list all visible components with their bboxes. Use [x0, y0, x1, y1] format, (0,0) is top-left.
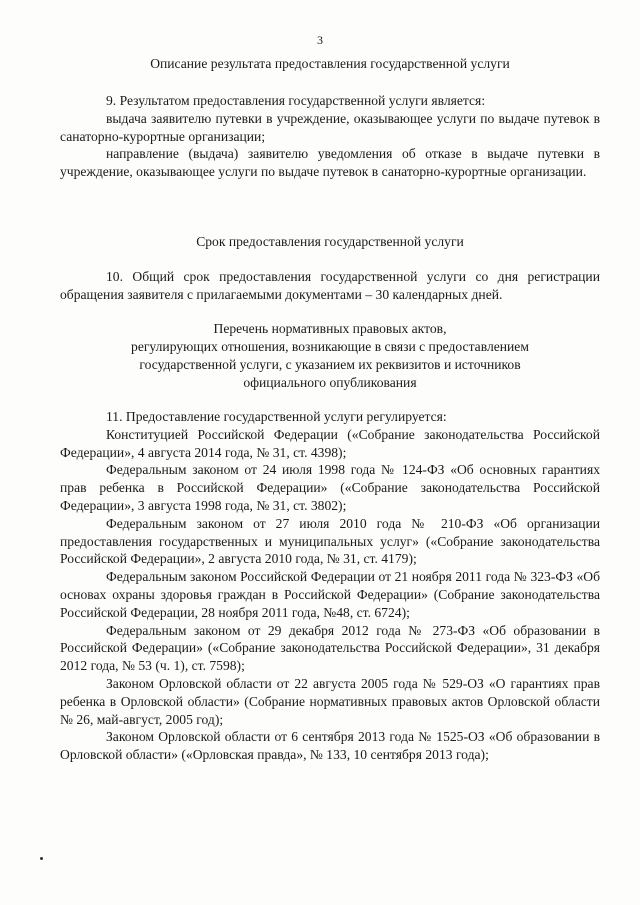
legal-act-529-oz: Законом Орловской области от 22 августа 2005 года № 529-ОЗ «О гарантиях прав ребенка в Орловской области» (Собрание нормативных правовых актов Орловской области № 26, май-август, 2005 год); — [60, 675, 600, 727]
paragraph-10: 10. Общий срок предоставления государственной услуги со дня регистрации обращения заявителя с прилагаемыми документами – 30 календарных дней. — [60, 269, 600, 302]
legal-act-273-fz: Федеральным законом от 29 декабря 2012 года № 273-ФЗ «Об образовании в Российской Федерации» («Собрание законодательства Российской Федерации», 31 декабря 2012 года, № 53 (ч. 1), ст. 7598); — [60, 622, 600, 674]
heading-line-1: Перечень нормативных правовых актов, — [213, 321, 447, 336]
page-number: 3 — [317, 33, 323, 47]
section-body-result — [60, 92, 600, 181]
heading-line-3: государственной услуги, с указанием их реквизитов и источников — [139, 357, 521, 372]
heading-line-2: регулирующих отношения, возникающие в связи с предоставлением — [131, 339, 529, 354]
section-heading-legal-acts — [60, 320, 600, 392]
section-body-legal-acts — [60, 408, 600, 764]
paragraph-11: 11. Предоставление государственной услуги регулируется: — [106, 409, 447, 424]
legal-act-323-fz: Федеральным законом Российской Федерации от 21 ноября 2011 года № 323-ФЗ «Об основах охраны здоровья граждан в Российской Федерации» (Собрание законодательства Российской Федерации, 28 ноября 2011 года, №48, ст. 6724); — [60, 569, 600, 620]
paragraph-9-item-refusal: направление (выдача) заявителю уведомления об отказе в выдаче путевки в учреждение, оказывающее услуги по выдаче путевок в санаторно-курортные организации. — [60, 146, 600, 180]
paragraph-9: 9. Результатом предоставления государственной услуги является: — [106, 93, 486, 108]
scan-speck — [40, 857, 43, 860]
heading-line-4: официального опубликования — [243, 375, 417, 390]
paragraph-9-item-issue: выдача заявителю путевки в учреждение, оказывающее услуги по выдаче путевок в санаторно-курортные организации; — [60, 110, 600, 144]
legal-act-1525-oz: Законом Орловской области от 6 сентября 2013 года № 1525-ОЗ «Об образовании в Орловской области» («Орловская правда», № 133, 10 сентября 2013 года); — [60, 729, 600, 763]
section-heading-result: Описание результата предоставления государственной услуги — [150, 56, 510, 71]
legal-act-210-fz: Федеральным законом от 27 июля 2010 года № 210-ФЗ «Об организации предоставления государственных и муниципальных услуг» («Собрание законодательства Российской Федерации», 2 августа 2010 года, № 31, ст. 4179); — [60, 515, 600, 567]
section-body-term — [60, 268, 600, 304]
legal-act-constitution: Конституцией Российской Федерации («Собрание законодательства Российской Федерации», 4 августа 2014 года, № 31, ст. 4398); — [60, 426, 600, 460]
legal-act-124-fz: Федеральным законом от 24 июля 1998 года № 124-ФЗ «Об основных гарантиях прав ребенка в Российской Федерации» («Собрание законодательства Российской Федерации», 3 августа 1998 года, № 31, ст. 3802); — [60, 462, 600, 513]
section-heading-term: Срок предоставления государственной услуги — [196, 234, 464, 249]
